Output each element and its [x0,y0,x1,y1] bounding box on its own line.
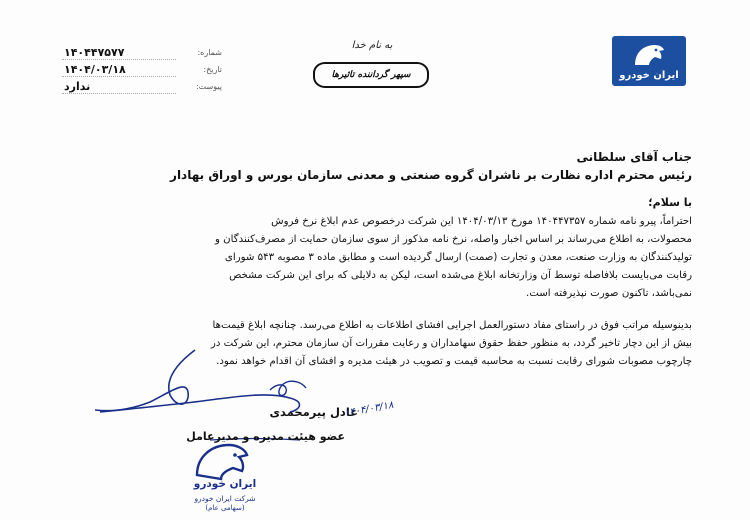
number-label: شماره: [197,48,222,57]
signer-title: عضو هیئت مدیره و مدیرعامل [186,430,345,443]
attachment-label: پیوست: [195,82,222,91]
paragraph-1-line: محصولات، به اطلاع می‌رساند بر اساس اخبار واصله، نرخ نامه مذکور از سوی سازمان حمایت از مصرف‌کنندگان و [215,234,692,245]
stamp-subtitle: شرکت ایران خودرو [194,494,256,503]
stamp-company-name: ایران خودرو [193,478,257,490]
recipient-title: رئیس محترم اداره نظارت بر ناشران گروه صنعتی و معدنی سازمان بورس و اوراق بهادار [170,168,692,182]
greeting: با سلام؛ [648,196,692,209]
handwritten-date: ۱۴۰۴/۰۳/۱۸ [343,399,395,420]
paragraph-1-line: رقابت می‌بایست بلافاصله توسط آن وزارتخانه ابلاغ می‌شده است، لیکن به دلایلی که برای این شرکت مشخص [229,270,692,281]
letter-attachment: ندارد [62,80,176,94]
logo-text: ایران خودرو [619,70,679,81]
motto-text: سپهر گرداننده تاثیرها [331,70,411,80]
letter-number: ۱۴۰۴۴۷۵۷۷ [62,46,176,60]
paragraph-2-line: چارچوب مصوبات شورای رقابت نسبت به محاسبه قیمت و تصویب در هیئت مدیره و افشای آن اقدام خواهد نمود. [216,356,692,367]
stamp-type: (سهامی عام) [205,504,245,512]
signer-name: عادل پیرمحمدی [269,405,358,419]
paragraph-1-line: نمی‌باشد، تاکنون صورت نپذیرفته است. [525,288,692,299]
paragraph-1-line: تولیدکنندگان به وزارت صنعت، معدن و تجارت (صمت) ارسال گردیده است و مطابق ماده ۳ مصوبه ۵۴۳ شورای [224,252,692,263]
letter-date: ۱۴۰۴/۰۳/۱۸ [62,63,176,77]
paragraph-1-line: احتراماً، پیرو نامه شماره ۱۴۰۴۴۷۳۵۷ مورخ ۱۴۰۴/۰۳/۱۳ این شرکت درخصوص عدم ابلاغ نرخ فروش [271,216,692,227]
paragraph-2-line: بیش از این دچار تاخیر گردد، به منظور حفظ حقوق سهامداران و رعایت مقررات آن سازمان محترم، این شرکت در [210,338,692,349]
paragraph-2-line: بدینوسیله مراتب فوق در راستای مفاد دستورالعمل اجرایی افشای اطلاعات به اطلاع می‌رسد. چنانچه ابلاغ قیمت‌ها [212,320,692,331]
date-label: تاریخ: [203,65,222,74]
recipient-name: جناب آقای سلطانی [576,150,692,164]
basmala: به نام خدا [351,40,393,51]
